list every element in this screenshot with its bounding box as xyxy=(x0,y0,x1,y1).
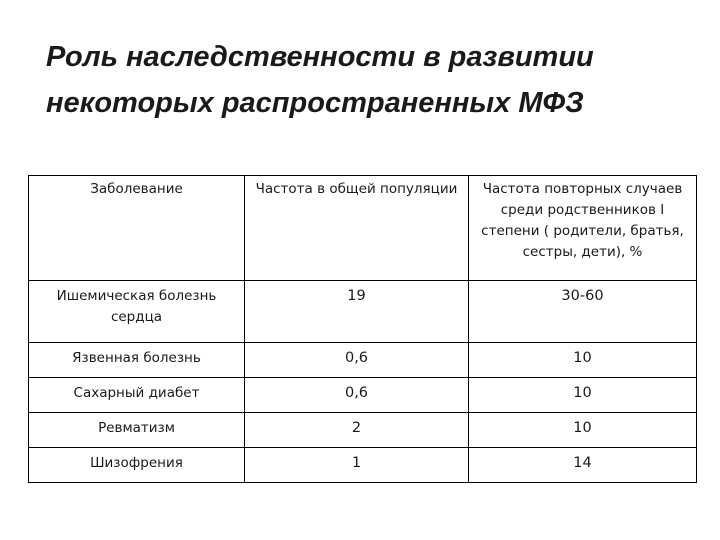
header-population-frequency: Частота в общей популяции xyxy=(245,176,469,281)
population-frequency-cell: 1 xyxy=(245,448,469,483)
table-row xyxy=(29,448,697,483)
header-disease: Заболевание xyxy=(29,176,245,281)
table-row xyxy=(29,413,697,448)
population-frequency-cell: 0,6 xyxy=(245,343,469,378)
heredity-table xyxy=(28,175,697,483)
relatives-frequency-cell: 10 xyxy=(469,413,697,448)
relatives-frequency-cell: 10 xyxy=(469,343,697,378)
table-row xyxy=(29,378,697,413)
population-frequency-cell: 2 xyxy=(245,413,469,448)
disease-cell: Шизофрения xyxy=(29,448,245,483)
population-frequency-cell: 0,6 xyxy=(245,378,469,413)
disease-cell: Ишемическая болезнь сердца xyxy=(29,281,245,343)
table-row xyxy=(29,343,697,378)
disease-cell: Язвенная болезнь xyxy=(29,343,245,378)
slide-title xyxy=(46,34,696,126)
population-frequency-cell: 19 xyxy=(245,281,469,343)
table-header-row xyxy=(29,176,697,281)
table-row xyxy=(29,281,697,343)
disease-cell: Ревматизм xyxy=(29,413,245,448)
disease-cell: Сахарный диабет xyxy=(29,378,245,413)
header-relatives-frequency: Частота повторных случаев среди родственников I степени ( родители, братья, сестры, дети), % xyxy=(469,176,697,281)
relatives-frequency-cell: 14 xyxy=(469,448,697,483)
slide-title-line-1: Роль наследственности в развитии xyxy=(46,41,594,73)
relatives-frequency-cell: 30-60 xyxy=(469,281,697,343)
relatives-frequency-cell: 10 xyxy=(469,378,697,413)
slide-title-line-2: некоторых распространенных МФЗ xyxy=(46,87,584,119)
